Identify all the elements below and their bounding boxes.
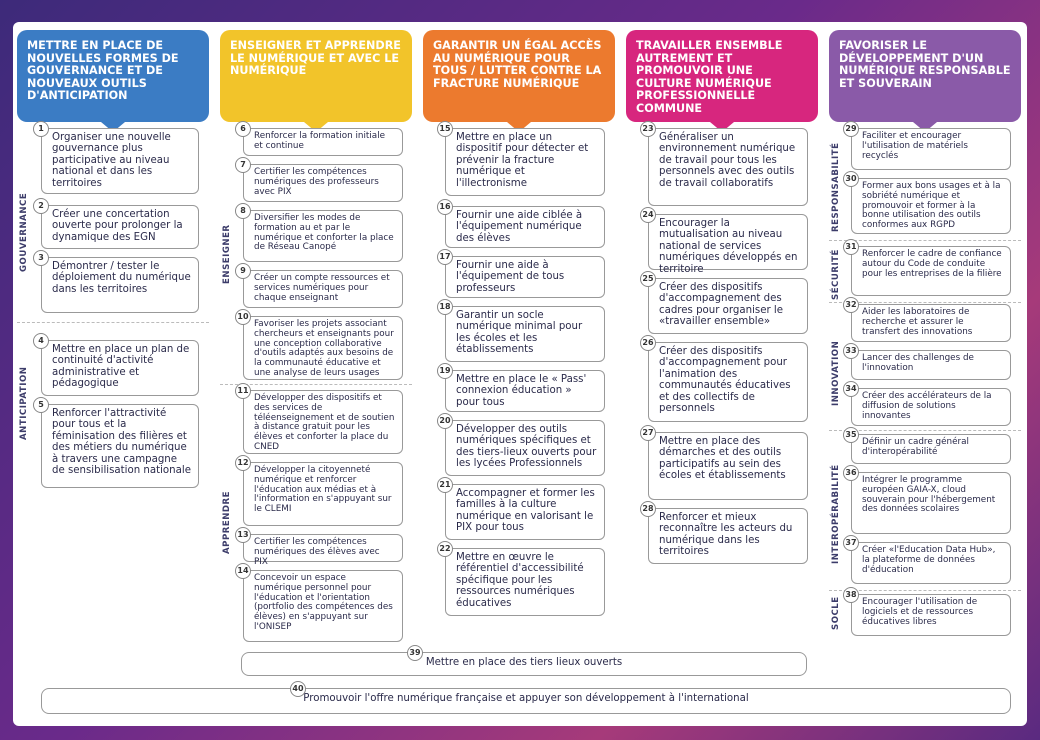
action-item-33 (845, 346, 1011, 380)
action-item-28 (642, 504, 808, 564)
column-header-2: ENSEIGNER ET APPRENDRE LE NUMÉRIQUE ET AVEC LE NUMÉRIQUE (220, 30, 412, 122)
action-text: Développer des outils numériques spécifiques et des tiers-lieux ouverts pour les lycées Professionnels (456, 424, 597, 470)
action-text: Renforcer l'attractivité pour tous et la féminisation des filières et des métiers du numérique à travers une campagne de sensibilisation nationale (52, 408, 191, 477)
column-header-3: GARANTIR UN ÉGAL ACCÈS AU NUMÉRIQUE POUR TOUS / LUTTER CONTRE LA FRACTURE NUMÉRIQUE (423, 30, 615, 122)
action-text: Encourager l'utilisation de logiciels et de ressources éducatives libres (862, 597, 978, 627)
action-number-22: 22 (437, 541, 453, 557)
action-item-15 (439, 124, 605, 196)
action-number-34: 34 (843, 381, 859, 397)
action-text: Aider les laboratoires de recherche et assurer le transfert des innovations (862, 307, 973, 337)
action-text: Favoriser les projets associant chercheurs et enseignants pour une conception collaborative d'outils adaptés aux besoins de la communauté éducative et une analyse de leurs usages (254, 319, 394, 378)
action-item-17 (439, 252, 605, 298)
action-text: Certifier les compétences numériques des professeurs avec PIX (254, 167, 379, 197)
action-item-35 (845, 430, 1011, 464)
action-number-6: 6 (235, 121, 251, 137)
action-number-31: 31 (843, 239, 859, 255)
action-number-39: 39 (407, 645, 423, 661)
section-label-socle: SOCLE (831, 596, 841, 630)
action-number-3: 3 (33, 250, 49, 266)
action-text: Créer des dispositifs d'accompagnement pour l'animation des communautés éducatives et des collectifs de personnels (659, 346, 791, 415)
action-item-36 (845, 468, 1011, 534)
action-text: Lancer des challenges de l'innovation (862, 353, 974, 373)
action-item-39 (241, 648, 807, 676)
roadmap-panel (13, 22, 1027, 726)
action-text: Diversifier les modes de formation au et par le numérique et conforter la place de Réseau Canopé (254, 213, 394, 253)
section-label-securite: SÉCURITÉ (831, 249, 841, 300)
action-item-29 (845, 124, 1011, 170)
action-number-35: 35 (843, 427, 859, 443)
action-item-21 (439, 480, 605, 540)
action-number-13: 13 (235, 527, 251, 543)
action-text: Créer «l'Education Data Hub», la plateforme de données d'éducation (862, 545, 996, 575)
action-number-27: 27 (640, 425, 656, 441)
action-number-8: 8 (235, 203, 251, 219)
column-header-1: METTRE EN PLACE DE NOUVELLES FORMES DE GOUVERNANCE ET DE NOUVEAUX OUTILS D'ANTICIPATION (17, 30, 209, 122)
action-number-1: 1 (33, 121, 49, 137)
action-text: Généraliser un environnement numérique de travail pour tous les personnels avec des outils de travail collaboratifs (659, 132, 796, 189)
action-text: Fournir une aide à l'équipement de tous professeurs (456, 260, 565, 294)
action-text: Mettre en place des tiers lieux ouverts (425, 657, 623, 668)
action-text: Créer des accélérateurs de la diffusion de solutions innovantes (862, 391, 992, 421)
action-item-13 (237, 530, 403, 567)
action-text: Certifier les compétences numériques des élèves avec PIX (254, 537, 380, 567)
action-number-24: 24 (640, 207, 656, 223)
action-number-32: 32 (843, 297, 859, 313)
action-item-37 (845, 538, 1011, 584)
action-item-6 (240, 124, 403, 156)
action-number-12: 12 (235, 455, 251, 471)
action-text: Encourager la mutualisation au niveau national de services numériques développés en territoire (659, 218, 798, 275)
action-number-9: 9 (235, 263, 251, 279)
action-text: Mettre en place un dispositif pour détecter et prévenir la fracture numérique et l'illectronisme (456, 132, 589, 189)
action-text: Créer une concertation ouverte pour prolonger la dynamique des EGN (52, 209, 183, 243)
action-text: Accompagner et former les familles à la culture numérique en valorisant le PIX pour tous (456, 488, 595, 534)
action-text: Renforcer et mieux reconnaître les acteurs du numérique dans les territoires (659, 512, 793, 558)
action-text: Démontrer / tester le déploiement du numérique dans les territoires (52, 261, 191, 295)
action-number-15: 15 (437, 121, 453, 137)
action-number-7: 7 (235, 157, 251, 173)
action-text: Mettre en place des démarches et des outils participatifs au sein des écoles et établissements (659, 436, 786, 482)
action-number-17: 17 (437, 249, 453, 265)
section-divider (17, 322, 209, 323)
action-text: Définir un cadre général d'interopérabilité (862, 437, 969, 457)
action-item-1 (38, 124, 199, 194)
section-label-apprendre: APPRENDRE (222, 490, 232, 554)
action-item-27 (642, 428, 808, 500)
section-label-innovation: INNOVATION (831, 340, 841, 406)
action-item-20 (439, 416, 605, 476)
action-text: Développer la citoyenneté numérique et renforcer l'éducation aux médias et à l'information en s'appuyant sur le CLEMI (254, 465, 392, 515)
section-label-interoperabilite: INTEROPÉRABILITÉ (831, 464, 841, 564)
action-item-22 (439, 544, 605, 616)
section-label-responsabilite: RESPONSABILITÉ (831, 142, 841, 232)
action-item-26 (642, 338, 808, 422)
action-number-33: 33 (843, 343, 859, 359)
action-text: Organiser une nouvelle gouvernance plus participative au niveau national et dans les territoires (52, 132, 171, 189)
action-text: Former aux bons usages et à la sobriété numérique et promouvoir et former à la bonne utilisation des outils conformes aux RGPD (862, 181, 1001, 231)
action-number-14: 14 (235, 563, 251, 579)
section-divider (829, 240, 1021, 241)
action-number-21: 21 (437, 477, 453, 493)
action-number-26: 26 (640, 335, 656, 351)
action-number-29: 29 (843, 121, 859, 137)
action-item-38 (845, 590, 1011, 636)
action-item-4 (38, 336, 199, 396)
action-item-9 (240, 266, 403, 308)
action-item-40 (41, 684, 1011, 714)
action-number-28: 28 (640, 501, 656, 517)
action-number-30: 30 (843, 171, 859, 187)
action-text: Mettre en place le « Pass' connexion éducation » pour tous (456, 374, 587, 408)
action-text: Faciliter et encourager l'utilisation de matériels recyclés (862, 131, 968, 161)
action-item-34 (845, 384, 1011, 426)
action-number-37: 37 (843, 535, 859, 551)
action-text: Mettre en œuvre le référentiel d'accessibilité spécifique pour les ressources numériques éducatives (456, 552, 584, 609)
action-number-5: 5 (33, 397, 49, 413)
action-number-18: 18 (437, 299, 453, 315)
action-number-16: 16 (437, 199, 453, 215)
action-text: Créer des dispositifs d'accompagnement des cadres pour organiser le «travailler ensemble» (659, 282, 784, 328)
action-item-12 (237, 458, 403, 526)
action-item-18 (439, 302, 605, 362)
action-item-25 (642, 274, 808, 334)
action-item-31 (845, 242, 1011, 296)
action-number-38: 38 (843, 587, 859, 603)
action-number-25: 25 (640, 271, 656, 287)
action-number-40: 40 (290, 681, 306, 697)
action-item-8 (240, 206, 403, 262)
action-number-23: 23 (640, 121, 656, 137)
action-number-36: 36 (843, 465, 859, 481)
action-number-2: 2 (33, 198, 49, 214)
action-item-14 (237, 566, 403, 642)
section-label-enseigner: ENSEIGNER (222, 224, 232, 284)
action-text: Renforcer le cadre de confiance autour du Code de conduite pour les entreprises de la filière (862, 249, 1002, 279)
action-number-11: 11 (235, 383, 251, 399)
column-header-4: TRAVAILLER ENSEMBLE AUTREMENT ET PROMOUVOIR UNE CULTURE NUMÉRIQUE PROFESSIONNELLE COMMUNE (626, 30, 818, 122)
action-item-11 (237, 386, 403, 454)
action-number-10: 10 (235, 309, 251, 325)
action-text: Garantir un socle numérique minimal pour les écoles et les établissements (456, 310, 583, 356)
action-number-4: 4 (33, 333, 49, 349)
action-item-32 (845, 300, 1011, 342)
action-item-10 (237, 312, 403, 380)
action-text: Renforcer la formation initiale et continue (254, 131, 386, 151)
action-text: Développer des dispositifs et des services de téléenseignement et de soutien à distance gratuit pour les élèves et conforter la place du CNED (254, 393, 395, 452)
action-number-20: 20 (437, 413, 453, 429)
action-text: Fournir une aide ciblée à l'équipement numérique des élèves (456, 210, 583, 244)
action-text: Créer un compte ressources et services numériques pour chaque enseignant (254, 273, 390, 303)
action-text: Mettre en place un plan de continuité d'activité administrative et pédagogique (52, 344, 190, 390)
action-text: Intégrer le programme européen GAIA-X, cloud souverain pour l'hébergement des données scolaires (862, 475, 996, 515)
action-item-23 (642, 124, 808, 206)
action-item-3 (38, 253, 199, 313)
action-item-2 (38, 201, 199, 249)
action-item-7 (240, 160, 403, 202)
action-item-19 (439, 366, 605, 412)
action-item-24 (642, 210, 808, 275)
action-item-5 (38, 400, 199, 488)
action-number-19: 19 (437, 363, 453, 379)
action-item-16 (439, 202, 605, 248)
section-label-gouvernance: GOUVERNANCE (19, 192, 29, 272)
action-item-30 (845, 174, 1011, 234)
action-text: Concevoir un espace numérique personnel pour l'éducation et l'orientation (portfolio des compétences des élèves) en s'appuyant sur l'ONISEP (254, 573, 393, 632)
column-header-5: FAVORISER LE DÉVELOPPEMENT D'UN NUMÉRIQUE RESPONSABLE ET SOUVERAIN (829, 30, 1021, 122)
action-text: Promouvoir l'offre numérique française et appuyer son développement à l'international (303, 693, 749, 704)
section-label-anticipation: ANTICIPATION (19, 366, 29, 440)
